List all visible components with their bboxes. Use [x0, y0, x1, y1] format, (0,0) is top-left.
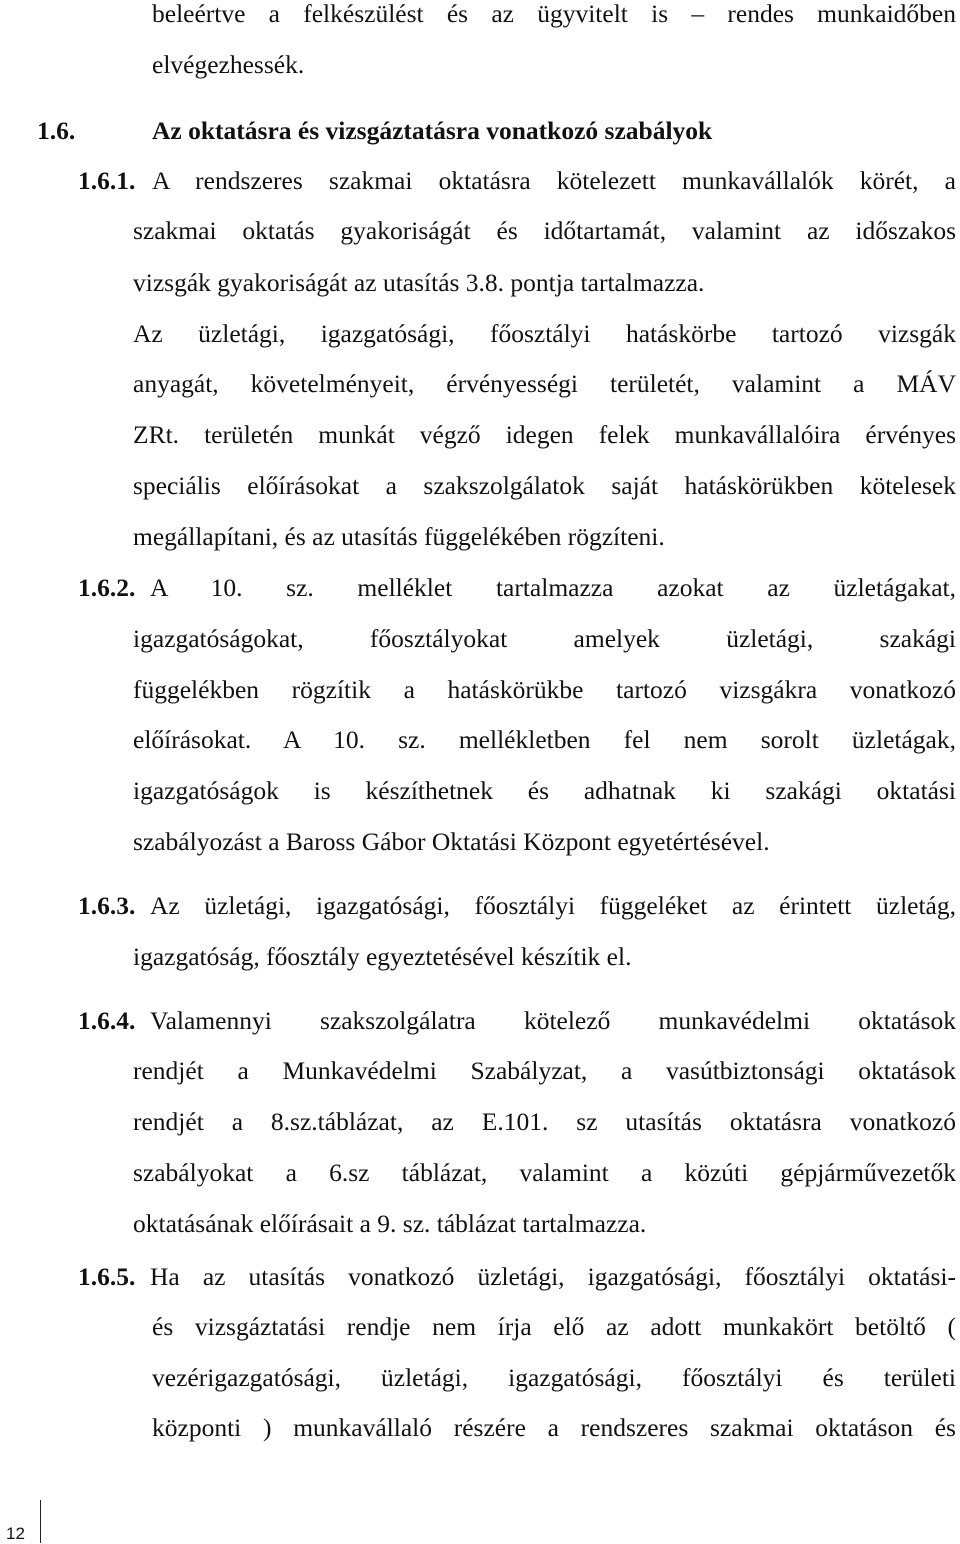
margin-rule — [40, 1500, 41, 1543]
item-1-6-1-line-3: vizsgák gyakoriságát az utasítás 3.8. pontja tartalmazza. — [133, 268, 705, 297]
item-1-6-4-line-5: oktatásának előírásait a 9. sz. táblázat tartalmazza. — [133, 1209, 647, 1238]
item-1-6-1-line-1: A rendszeres szakmai oktatásra kötelezett munkavállalók körét, a — [152, 166, 956, 195]
page-number: 12 — [6, 1524, 25, 1543]
item-1-6-2-line-6: szabályozást a Baross Gábor Oktatási Központ egyetértésével. — [133, 827, 770, 856]
item-1-6-2-line-4: előírásokat. A 10. sz. mellékletben fel nem sorolt üzletágak, — [133, 725, 956, 754]
item-1-6-3-line-1: Az üzletági, igazgatósági, főosztályi függeléket az érintett üzletág, — [150, 891, 956, 920]
item-number-1-6-5: 1.6.5. — [78, 1262, 136, 1291]
item-1-6-5-line-2: és vizsgáztatási rendje nem írja elő az adott munkakört betöltő ( — [152, 1312, 956, 1341]
item-1-6-1-line-8: megállapítani, és az utasítás függelékében rögzíteni. — [133, 522, 665, 551]
section-number: 1.6. — [37, 116, 76, 145]
item-1-6-5-line-3: vezérigazgatósági, üzletági, igazgatósági, főosztályi és területi — [152, 1363, 956, 1392]
item-number-1-6-4: 1.6.4. — [78, 1006, 136, 1035]
item-1-6-2-line-3: függelékben rögzítik a hatáskörükbe tartozó vizsgákra vonatkozó — [133, 675, 956, 704]
intro-line-2: elvégezhessék. — [152, 50, 305, 79]
item-1-6-5-line-1: Ha az utasítás vonatkozó üzletági, igazgatósági, főosztályi oktatási- — [150, 1262, 956, 1291]
item-number-1-6-2: 1.6.2. — [78, 573, 136, 602]
item-1-6-2-line-5: igazgatóságok is készíthetnek és adhatnak ki szakági oktatási — [133, 776, 956, 805]
item-1-6-4-line-4: szabályokat a 6.sz táblázat, valamint a közúti gépjárművezetők — [133, 1158, 956, 1187]
item-1-6-4-line-3: rendjét a 8.sz.táblázat, az E.101. sz utasítás oktatásra vonatkozó — [133, 1107, 956, 1136]
item-1-6-1-line-7: speciális előírásokat a szakszolgálatok saját hatáskörükben kötelesek — [133, 471, 956, 500]
item-1-6-2-line-1: A 10. sz. melléklet tartalmazza azokat az üzletágakat, — [150, 573, 956, 602]
intro-line-1: beleértve a felkészülést és az ügyvitelt is – rendes munkaidőben — [152, 0, 956, 28]
item-1-6-1-line-6: ZRt. területén munkát végző idegen felek munkavállalóira érvényes — [133, 420, 956, 449]
item-1-6-1-line-4: Az üzletági, igazgatósági, főosztályi hatáskörbe tartozó vizsgák — [133, 319, 956, 348]
item-number-1-6-1: 1.6.1. — [78, 166, 136, 195]
item-1-6-1-line-2: szakmai oktatás gyakoriságát és időtartamát, valamint az időszakos — [133, 216, 956, 245]
item-1-6-1-line-5: anyagát, követelményeit, érvényességi területét, valamint a MÁV — [133, 369, 956, 398]
item-1-6-5-line-4: központi ) munkavállaló részére a rendszeres szakmai oktatáson és — [152, 1413, 956, 1442]
item-1-6-3-line-2: igazgatóság, főosztály egyeztetésével készítik el. — [133, 942, 632, 971]
item-1-6-2-line-2: igazgatóságokat, főosztályokat amelyek üzletági, szakági — [133, 624, 956, 653]
item-1-6-4-line-1: Valamennyi szakszolgálatra kötelező munkavédelmi oktatások — [150, 1006, 956, 1035]
section-title: Az oktatásra és vizsgáztatásra vonatkozó szabályok — [152, 116, 713, 145]
item-1-6-4-line-2: rendjét a Munkavédelmi Szabályzat, a vasútbiztonsági oktatások — [133, 1056, 956, 1085]
item-number-1-6-3: 1.6.3. — [78, 891, 136, 920]
